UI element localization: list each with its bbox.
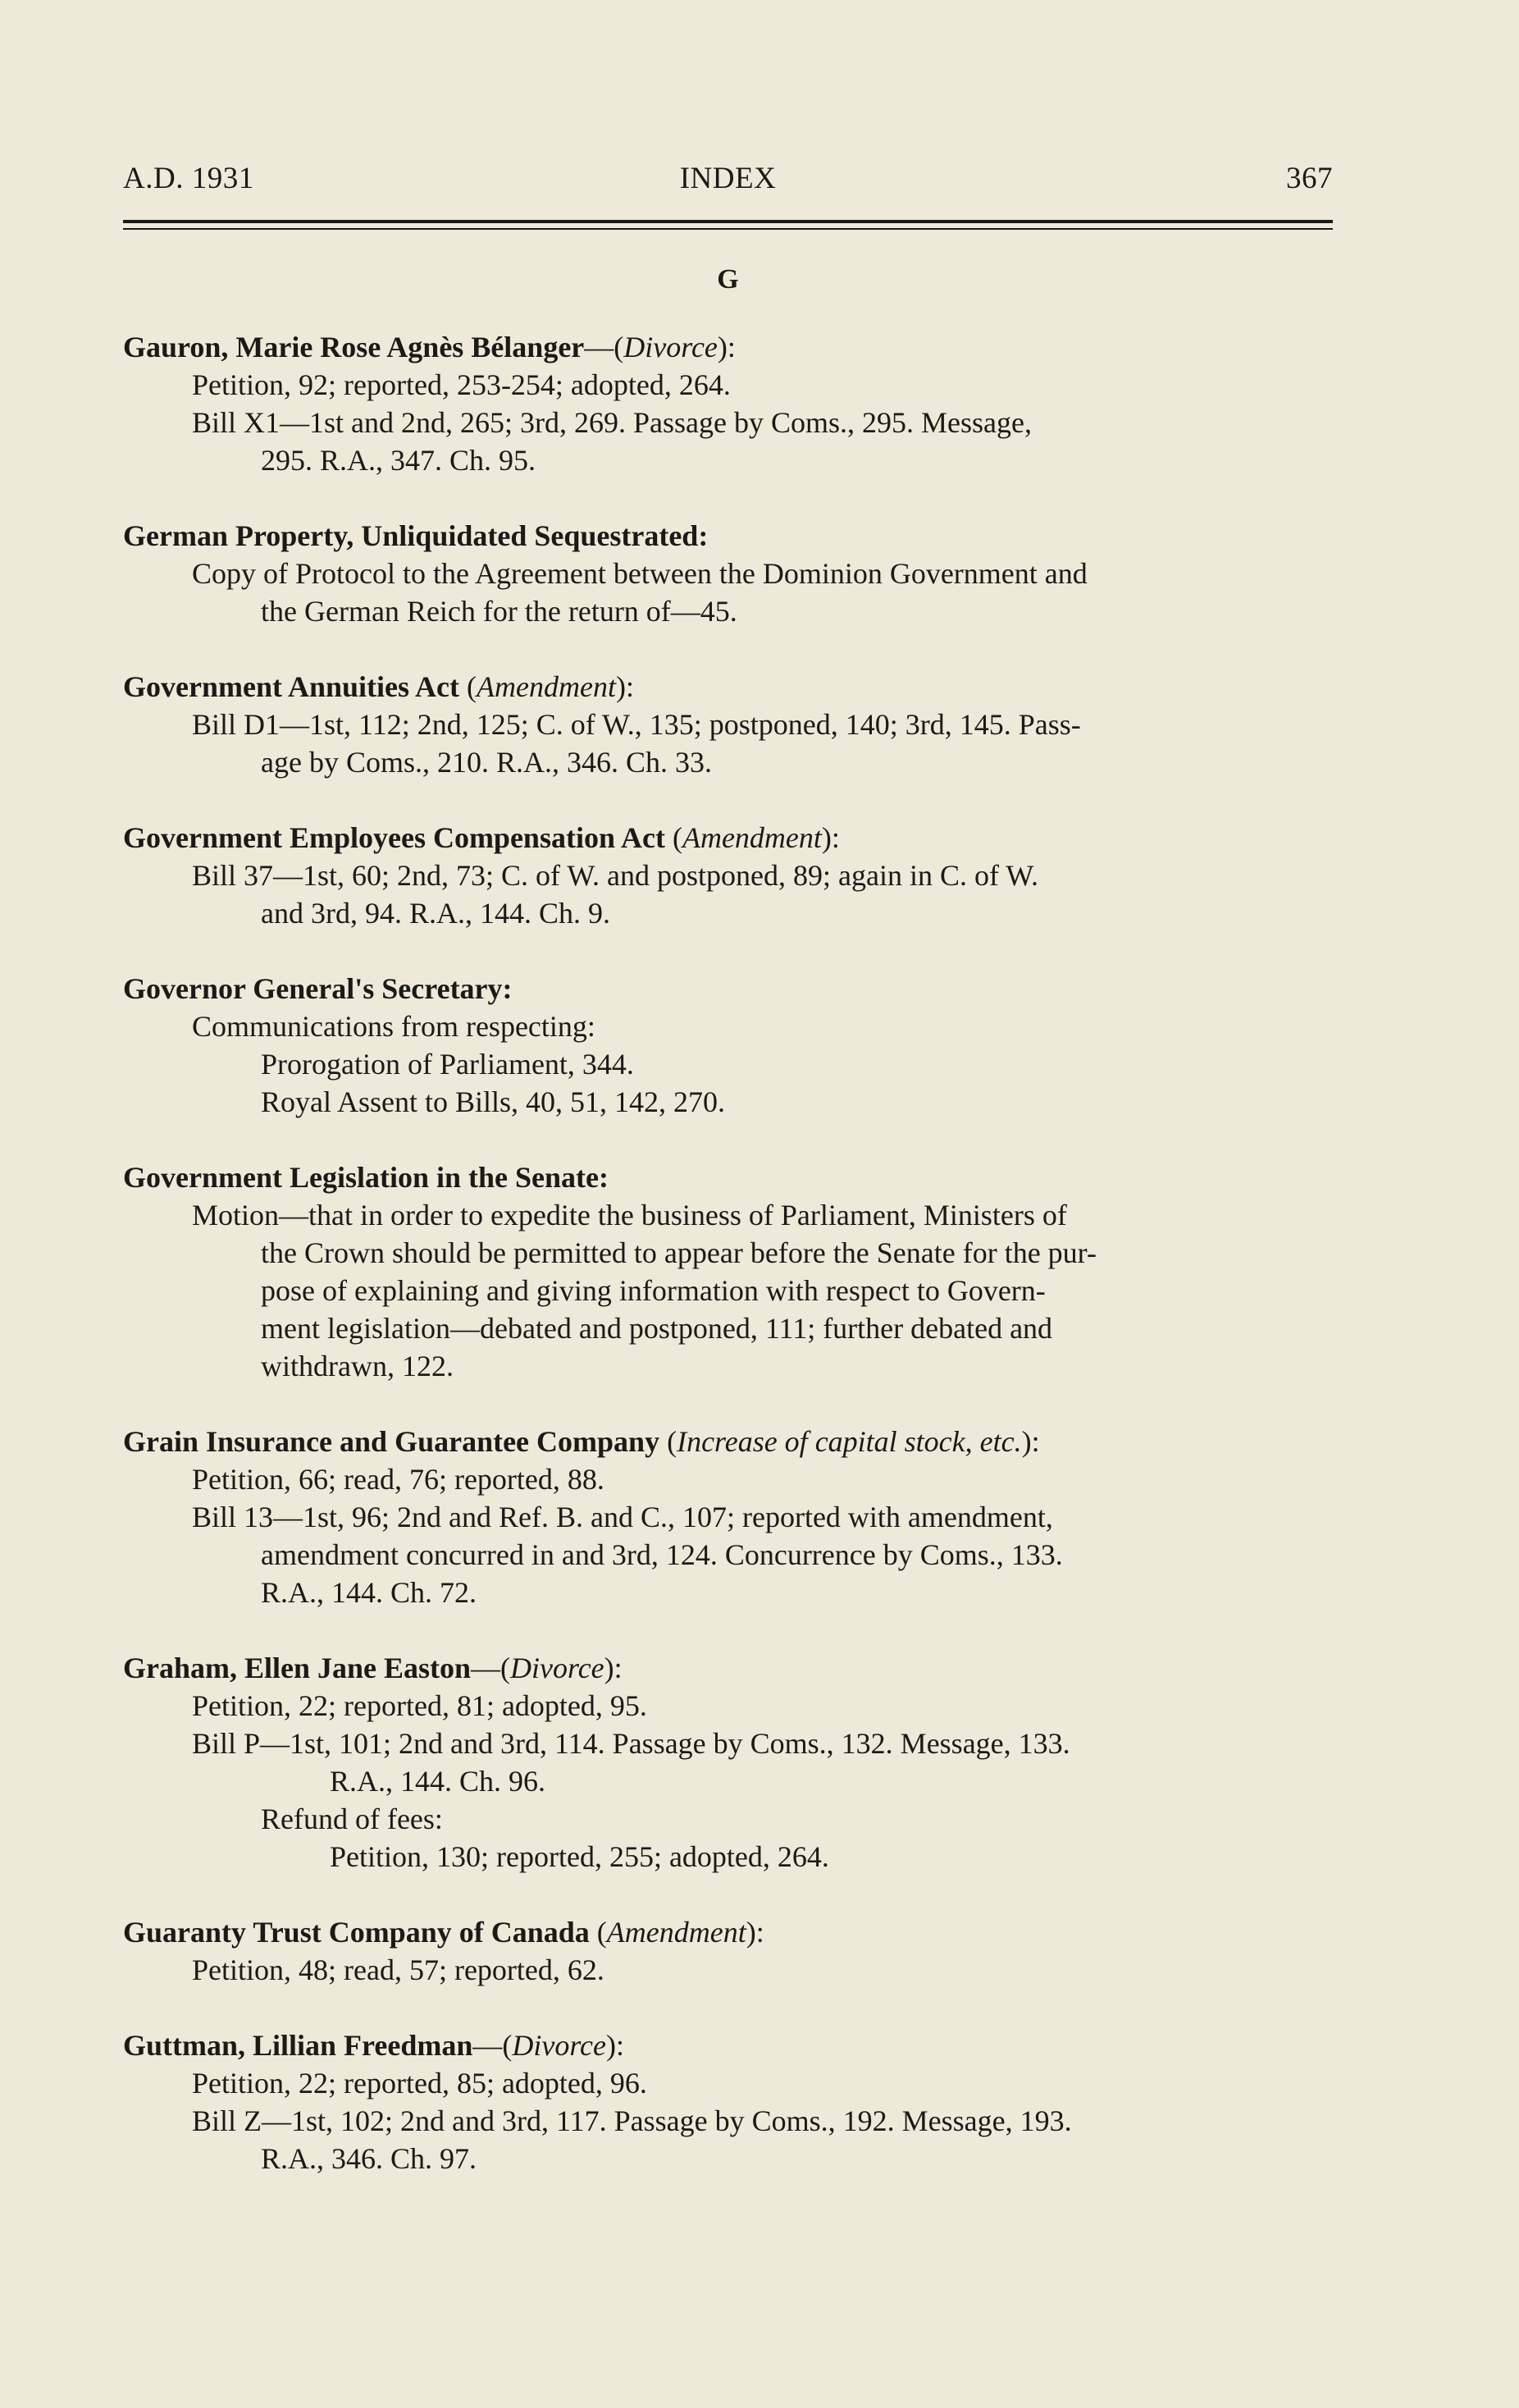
entry-line: Prorogation of Parliament, 344. [261,1048,634,1081]
entry-title: Gauron, Marie Rose Agnès Bélanger [123,331,585,363]
entry-title: Government Legislation in the Senate: [123,1161,609,1194]
entry-heading: Guttman, Lillian Freedman—(Divorce): [123,2029,624,2062]
entry-qualifier: Increase of capital stock, etc. [677,1425,1022,1458]
index-entries [123,328,1333,2215]
entry-title: Guaranty Trust Company of Canada [123,1916,590,1949]
entry-title: German Property, Unliquidated Sequestrated: [123,519,709,552]
index-entry-graham [123,1649,1333,1876]
entry-title: Guttman, Lillian Freedman [123,2029,473,2062]
index-entry-governor-general-secretary [123,970,1333,1121]
entry-heading: Government Employees Compensation Act (Amendment): [123,821,840,854]
entry-line: Petition, 130; reported, 255; adopted, 264. [330,1840,829,1873]
index-entry-government-employees [123,819,1333,932]
entry-qualifier: Divorce [623,331,718,363]
page-number: 367 [1286,162,1333,195]
entry-line: ment legislation—debated and postponed, 111; further debated and [261,1312,1053,1345]
entry-heading: Government Annuities Act (Amendment): [123,670,634,703]
entry-line: amendment concurred in and 3rd, 124. Concurrence by Coms., 133. [261,1538,1063,1571]
entry-line: Petition, 22; reported, 85; adopted, 96. [192,2067,647,2100]
entry-line: Bill Z—1st, 102; 2nd and 3rd, 117. Passage by Coms., 192. Message, 193. [192,2104,1072,2137]
index-entry-gauron [123,328,1333,479]
entry-line: R.A., 144. Ch. 96. [330,1765,546,1798]
entry-heading: Grain Insurance and Guarantee Company (Increase of capital stock, etc.): [123,1425,1040,1458]
entry-line: R.A., 346. Ch. 97. [261,2142,477,2175]
entry-line: the Crown should be permitted to appear before the Senate for the pur- [261,1236,1097,1269]
entry-line: R.A., 144. Ch. 72. [261,1576,477,1609]
index-page [123,0,1333,2408]
entry-line: Petition, 48; read, 57; reported, 62. [192,1953,604,1986]
entry-title: Governor General's Secretary: [123,972,513,1005]
entry-line: withdrawn, 122. [261,1350,454,1382]
entry-qualifier: Divorce [512,2029,606,2062]
header-rule-thick [123,220,1333,223]
entry-line: Bill 13—1st, 96; 2nd and Ref. B. and C., 107; reported with amendment, [192,1501,1053,1533]
running-head [123,161,1333,202]
entry-line: Bill X1—1st and 2nd, 265; 3rd, 269. Passage by Coms., 295. Message, [192,406,1032,439]
entry-line: and 3rd, 94. R.A., 144. Ch. 9. [261,897,610,930]
entry-line: pose of explaining and giving information with respect to Govern- [261,1274,1046,1307]
entry-line: Communications from respecting: [192,1010,595,1043]
entry-line: the German Reich for the return of—45. [261,595,737,628]
entry-heading: Gauron, Marie Rose Agnès Bélanger—(Divorce): [123,331,736,363]
index-entry-guttman [123,2026,1333,2177]
entry-line: Refund of fees: [261,1803,443,1835]
entry-qualifier: Amendment [606,1916,746,1949]
entry-line: Bill 37—1st, 60; 2nd, 73; C. of W. and postponed, 89; again in C. of W. [192,859,1039,892]
entry-line: Royal Assent to Bills, 40, 51, 142, 270. [261,1085,726,1118]
entry-line: Motion—that in order to expedite the business of Parliament, Ministers of [192,1199,1067,1231]
entry-line: 295. R.A., 347. Ch. 95. [261,444,536,477]
entry-title: Government Employees Compensation Act [123,821,665,854]
entry-line: Petition, 92; reported, 253-254; adopted, 264. [192,368,731,401]
entry-heading: Graham, Ellen Jane Easton—(Divorce): [123,1652,623,1684]
entry-qualifier: Amendment [682,821,822,854]
index-entry-guaranty-trust [123,1913,1333,1989]
entry-line: Bill D1—1st, 112; 2nd, 125; C. of W., 135; postponed, 140; 3rd, 145. Pass- [192,708,1081,741]
entry-title: Government Annuities Act [123,670,459,703]
section-letter: G [717,264,739,295]
entry-line: Petition, 66; read, 76; reported, 88. [192,1463,604,1496]
entry-line: Petition, 22; reported, 81; adopted, 95. [192,1689,647,1722]
index-entry-grain-insurance [123,1423,1333,1611]
header-title: INDEX [679,162,777,195]
index-entry-government-legislation [123,1158,1333,1385]
entry-qualifier: Amendment [477,670,616,703]
header-date: A.D. 1931 [123,162,254,195]
entry-qualifier: Divorce [510,1652,604,1684]
entry-title: Graham, Ellen Jane Easton [123,1652,472,1684]
entry-line: Bill P—1st, 101; 2nd and 3rd, 114. Passage by Coms., 132. Message, 133. [192,1727,1070,1760]
index-entry-german-property [123,517,1333,630]
entry-line: Copy of Protocol to the Agreement between the Dominion Government and [192,557,1088,590]
entry-title: Grain Insurance and Guarantee Company [123,1425,660,1458]
index-entry-government-annuities [123,668,1333,781]
entry-line: age by Coms., 210. R.A., 346. Ch. 33. [261,746,713,779]
header-rule-thin [123,228,1333,230]
entry-heading: Guaranty Trust Company of Canada (Amendment): [123,1916,764,1949]
